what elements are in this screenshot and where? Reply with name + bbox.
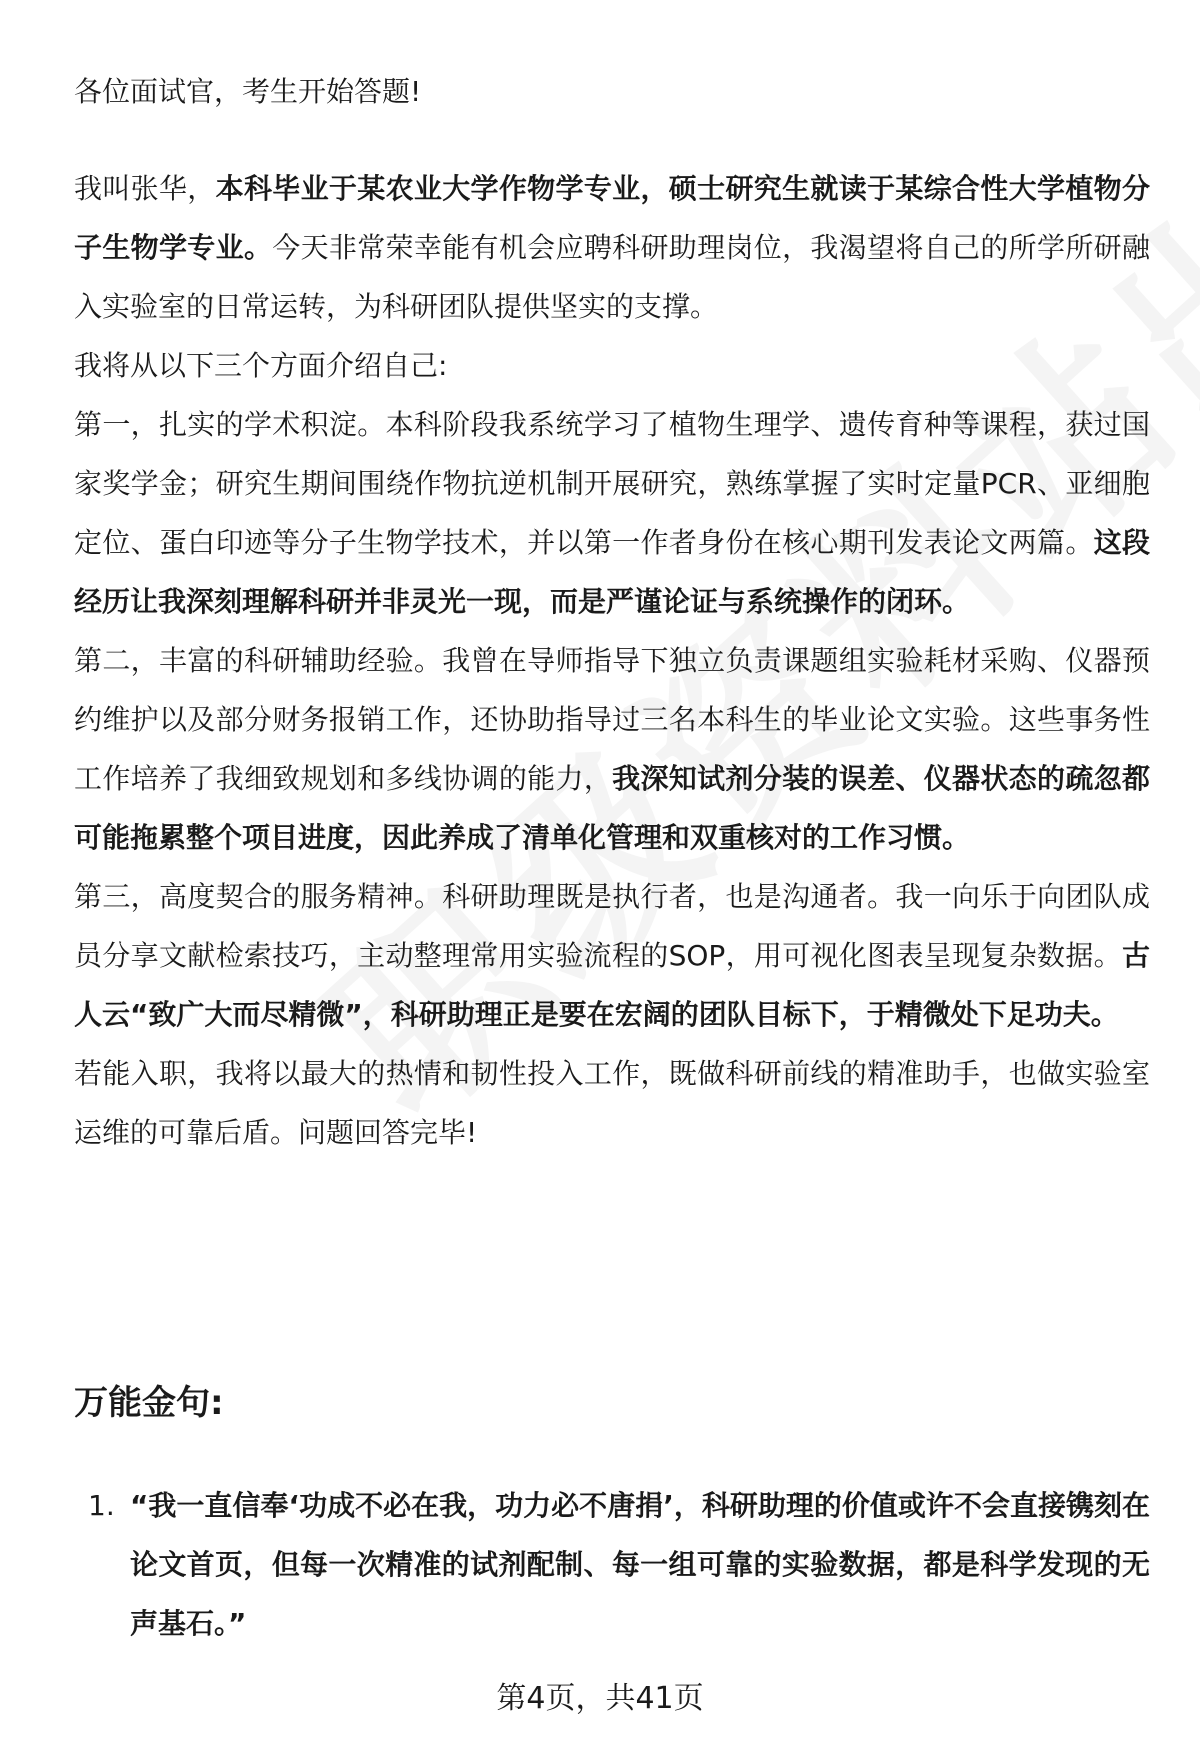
golden-quotes-list: [88, 1476, 1150, 1653]
point-3-paragraph: [74, 867, 1150, 1044]
intro-text-2: 今天非常荣幸能有机会应聘科研助理岗位，我渴望将自己的所学所研融入实验室的日常运转，为科研团队提供坚实的支撑。: [74, 231, 1150, 323]
quote-number: 1.: [88, 1489, 115, 1522]
intro-text-1: 我叫张华，: [74, 172, 216, 205]
closing-paragraph: 若能入职，我将以最大的热情和韧性投入工作，既做科研前线的精准助手，也做实验室运维的可靠后盾。问题回答完毕!: [74, 1057, 1150, 1149]
intro-bold: 本科毕业于某农业大学作物学专业，硕士研究生就读于某综合性大学植物分子生物学专业。: [74, 172, 1150, 264]
point-1-text: 第一，扎实的学术积淀。本科阶段我系统学习了植物生理学、遗传育种等课程，获过国家奖学金；研究生期间围绕作物抗逆机制开展研究，熟练掌握了实时定量PCR、亚细胞定位、蛋白印迹等分子生物学技术，并以第一作者身份在核心期刊发表论文两篇。: [74, 408, 1150, 559]
point-1-paragraph: [74, 395, 1150, 631]
point-3-text: 第三，高度契合的服务精神。科研助理既是执行者，也是沟通者。我一向乐于向团队成员分享文献检索技巧，主动整理常用实验流程的SOP，用可视化图表呈现复杂数据。: [74, 880, 1150, 972]
page-number: 第4页，共41页: [496, 1681, 704, 1716]
golden-quotes-heading: 万能金句:: [74, 1383, 224, 1423]
opening-line: 各位面试官，考生开始答题!: [74, 75, 422, 108]
quote-text: “我一直信奉‘功成不必在我，功力必不唐捐’，科研助理的价值或许不会直接镌刻在论文首页，但每一次精准的试剂配制、每一组可靠的实验数据，都是科学发现的无声基石。”: [130, 1489, 1150, 1640]
point-1-bold: 这段经历让我深刻理解科研并非灵光一现，而是严谨论证与系统操作的闭环。: [74, 526, 1150, 618]
intro-paragraph: [74, 159, 1150, 336]
point-3-bold: 古人云“致广大而尽精微”，科研助理正是要在宏阔的团队目标下，于精微处下足功夫。: [74, 939, 1150, 1031]
overview-line: 我将从以下三个方面介绍自己:: [74, 349, 448, 382]
point-2-bold: 我深知试剂分装的误差、仪器状态的疏忽都可能拖累整个项目进度，因此养成了清单化管理和双重核对的工作习惯。: [74, 762, 1150, 854]
answer-body: [74, 62, 1150, 1162]
list-item: [88, 1476, 1150, 1653]
point-2-paragraph: [74, 631, 1150, 867]
point-2-text: 第二，丰富的科研辅助经验。我曾在导师指导下独立负责课题组实验耗材采购、仪器预约维护以及部分财务报销工作，还协助指导过三名本科生的毕业论文实验。这些事务性工作培养了我细致规划和多线协调的能力，: [74, 644, 1150, 795]
